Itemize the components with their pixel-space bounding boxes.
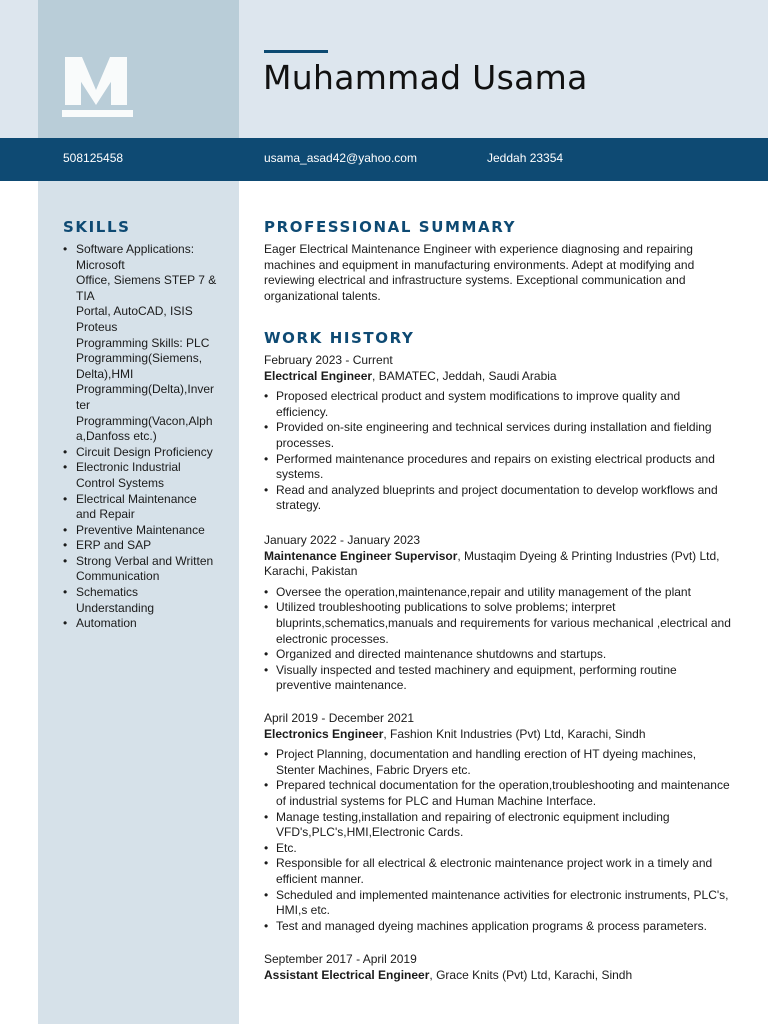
skill-item (62, 445, 222, 461)
skill-item (62, 616, 222, 632)
job-duty: • Performed maintenance procedures and repairs on existing electrical products and systems. (264, 452, 734, 483)
job-duty: • Etc. (264, 841, 734, 857)
work-history-heading: WORK HISTORY (264, 329, 415, 347)
job-duty: • Provided on-site engineering and technical services during installation and fielding processes. (264, 420, 734, 451)
job-entry (264, 533, 734, 694)
contact-email: usama_asad42@yahoo.com (264, 151, 417, 165)
skill-line: Office, Siemens STEP 7 & (76, 273, 217, 288)
job-duty: • Organized and directed maintenance shutdowns and startups. (264, 647, 734, 663)
job-title: Electrical Engineer (264, 368, 373, 383)
contact-phone: 508125458 (63, 151, 124, 165)
summary-text: Eager Electrical Maintenance Engineer with experience diagnosing and repairing machines and equipment in manufacturing environments. Adept at modifying and reviewing electrical and infrastructure systems. Exceptional communication and organizational talents. (264, 242, 695, 303)
job-heading (264, 549, 734, 580)
skills-list (62, 242, 222, 632)
name-accent-rule (264, 50, 328, 53)
job-company: , BAMATEC, Jeddah, Saudi Arabia (372, 368, 557, 383)
skill-line: Microsoft (76, 257, 125, 272)
skill-line: ter (76, 397, 91, 412)
job-duty: • Project Planning, documentation and handling erection of HT dyeing machines, Stenter Machines, Fabric Dryers etc. (264, 747, 734, 778)
skill-item (62, 460, 222, 491)
skill-line: Programming Skills: PLC (76, 335, 210, 350)
skill-line: • Electronic Industrial (76, 460, 181, 475)
skill-line: • ERP and SAP (76, 538, 152, 553)
job-duty: • Proposed electrical product and system modifications to improve quality and efficiency. (264, 389, 734, 420)
job-duty: • Manage testing,installation and repairing of electronic equipment including VFD's,PLC's,HMI,Electronic Cards. (264, 810, 734, 841)
skill-line: TIA (76, 288, 95, 303)
skill-line: • Schematics (76, 585, 139, 600)
skill-line: Delta),HMI (76, 366, 134, 381)
skill-line: • Electrical Maintenance (76, 491, 197, 506)
job-duties (264, 747, 734, 934)
skill-line: • Automation (76, 616, 137, 631)
job-entry (264, 952, 734, 983)
candidate-name: Muhammad Usama (263, 58, 588, 97)
job-duty: • Scheduled and implemented maintenance activities for electronic instruments, PLC's, HMI,s etc. (264, 888, 734, 919)
skills-heading: SKILLS (63, 218, 131, 236)
skill-item (62, 242, 222, 445)
job-entry (264, 711, 734, 934)
skill-line: Portal, AutoCAD, ISIS (76, 304, 193, 319)
job-heading (264, 727, 734, 743)
contact-location: Jeddah 23354 (487, 151, 564, 165)
summary-heading: PROFESSIONAL SUMMARY (264, 218, 517, 236)
job-dates: January 2022 - January 2023 (264, 533, 421, 547)
skill-line: Understanding (76, 600, 155, 615)
skill-line: • Software Applications: (76, 242, 195, 256)
skill-line: and Repair (76, 507, 135, 522)
job-duty: • Read and analyzed blueprints and project documentation to develop workflows and strategy. (264, 483, 734, 514)
skill-line: a,Danfoss etc.) (76, 429, 157, 444)
skill-line: Programming(Delta),Inver (76, 382, 215, 397)
job-title: Maintenance Engineer Supervisor (264, 548, 458, 563)
job-duty: • Visually inspected and tested machinery and equipment, performing routine preventive maintenance. (264, 663, 734, 694)
skill-line: • Circuit Design Proficiency (76, 444, 213, 459)
skill-item (62, 538, 222, 554)
skill-line: • Strong Verbal and Written (76, 553, 214, 568)
monogram-logo (62, 54, 134, 120)
skill-line: Communication (76, 569, 160, 584)
job-dates: February 2023 - Current (264, 353, 393, 367)
job-duty: • Responsible for all electrical & electronic maintenance project work in a timely and efficient manner. (264, 856, 734, 887)
job-duty: • Utilized troubleshooting publications to solve problems; interpret bluprints,schematics,manuals and requirements for various mechanical ,electrical and electronic processes. (264, 600, 734, 647)
job-heading (264, 968, 734, 984)
skill-item (62, 492, 222, 523)
skill-line: Proteus (76, 319, 118, 334)
skill-line: Programming(Siemens, (76, 351, 203, 366)
job-duty: • Oversee the operation,maintenance,repair and utility management of the plant (264, 585, 734, 601)
skill-item (62, 585, 222, 616)
skill-line: Programming(Vacon,Alph (76, 413, 213, 428)
job-company: , Mustaqim Dyeing & Printing Industries (Pvt) Ltd, Karachi, Pakistan (264, 548, 720, 579)
skill-line: Control Systems (76, 475, 165, 490)
job-duty: • Prepared technical documentation for the operation,troubleshooting and maintenance of industrial systems for PLC and Human Machine Interface. (264, 778, 734, 809)
job-heading (264, 369, 734, 385)
job-dates: April 2019 - December 2021 (264, 711, 415, 725)
job-duties (264, 389, 734, 514)
skill-item (62, 523, 222, 539)
job-entry (264, 353, 734, 514)
job-duties (264, 585, 734, 694)
job-duty: • Test and managed dyeing machines application programs & process parameters. (264, 919, 734, 935)
job-title: Assistant Electrical Engineer (264, 967, 430, 982)
skill-item (62, 554, 222, 585)
job-company: , Fashion Knit Industries (Pvt) Ltd, Karachi, Sindh (383, 726, 646, 741)
job-dates: September 2017 - April 2019 (264, 952, 417, 966)
skill-line: • Preventive Maintenance (76, 522, 205, 537)
job-company: , Grace Knits (Pvt) Ltd, Karachi, Sindh (429, 967, 633, 982)
job-title: Electronics Engineer (264, 726, 384, 741)
